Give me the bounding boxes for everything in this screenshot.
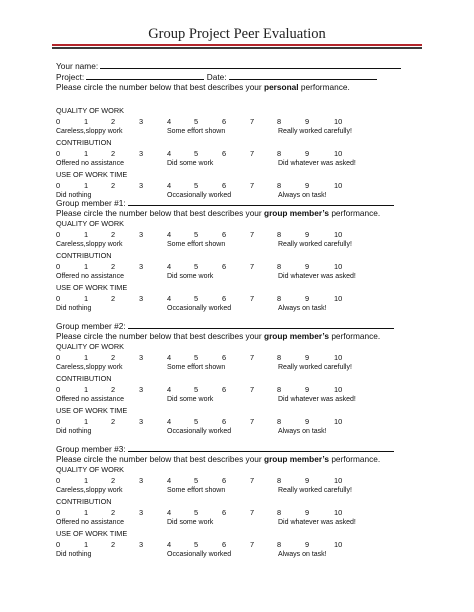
rating-option-8[interactable]: 8	[277, 508, 282, 517]
rating-option-9[interactable]: 9	[305, 294, 310, 303]
rating-option-1[interactable]: 1	[84, 181, 89, 190]
anchor-low: Did nothing	[56, 305, 92, 312]
anchor-mid: Did some work	[167, 273, 214, 280]
criterion-label: CONTRIBUTION	[56, 138, 112, 147]
rating-option-10[interactable]: 10	[334, 262, 343, 271]
rating-option-2[interactable]: 2	[111, 508, 116, 517]
rating-option-10[interactable]: 10	[334, 540, 343, 549]
group-member-label: Group member #3:	[56, 444, 126, 454]
rating-option-3[interactable]: 3	[139, 353, 144, 362]
member-instruction-post: performance.	[329, 454, 381, 464]
rating-option-3[interactable]: 3	[139, 230, 144, 239]
rating-option-6[interactable]: 6	[222, 262, 227, 271]
anchor-low: Careless,sloppy work	[56, 128, 123, 135]
anchor-mid: Occasionally worked	[167, 305, 232, 312]
rating-option-5[interactable]: 5	[194, 294, 199, 303]
rating-option-0[interactable]: 0	[56, 117, 61, 126]
rating-option-10[interactable]: 10	[334, 385, 343, 394]
your-name-row	[56, 60, 401, 71]
rating-scale	[0, 417, 474, 427]
criterion-label: USE OF WORK TIME	[56, 529, 128, 538]
your-name-field[interactable]	[100, 60, 401, 69]
rating-option-7[interactable]: 7	[250, 540, 255, 549]
rating-option-6[interactable]: 6	[222, 540, 227, 549]
rating-option-6[interactable]: 6	[222, 508, 227, 517]
date-field[interactable]	[229, 71, 377, 80]
rating-option-6[interactable]: 6	[222, 117, 227, 126]
page-title: Group Project Peer Evaluation	[148, 26, 326, 42]
rating-option-1[interactable]: 1	[84, 476, 89, 485]
rating-option-0[interactable]: 0	[56, 540, 61, 549]
criterion-label: USE OF WORK TIME	[56, 170, 128, 179]
rating-option-0[interactable]: 0	[56, 262, 61, 271]
anchor-high: Did whatever was asked!	[278, 519, 356, 526]
rating-option-7[interactable]: 7	[250, 294, 255, 303]
rating-option-10[interactable]: 10	[334, 417, 343, 426]
rating-option-2[interactable]: 2	[111, 417, 116, 426]
anchor-mid: Occasionally worked	[167, 551, 232, 558]
rating-option-7[interactable]: 7	[250, 476, 255, 485]
rating-option-7[interactable]: 7	[250, 385, 255, 394]
criterion-label: USE OF WORK TIME	[56, 283, 128, 292]
rating-option-5[interactable]: 5	[194, 353, 199, 362]
anchor-low: Offered no assistance	[56, 396, 124, 403]
member-instruction-pre: Please circle the number below that best describes your	[56, 208, 264, 218]
rating-option-5[interactable]: 5	[194, 181, 199, 190]
rating-option-2[interactable]: 2	[111, 540, 116, 549]
rating-option-3[interactable]: 3	[139, 476, 144, 485]
anchor-high: Did whatever was asked!	[278, 160, 356, 167]
rating-scale	[0, 294, 474, 304]
anchor-mid: Some effort shown	[167, 128, 226, 135]
group-member-name-field[interactable]	[128, 320, 394, 329]
anchor-low: Careless,sloppy work	[56, 487, 123, 494]
member-instruction-pre: Please circle the number below that best describes your	[56, 331, 264, 341]
anchor-high: Really worked carefully!	[278, 128, 352, 135]
anchor-low: Did nothing	[56, 551, 92, 558]
rating-scale	[0, 385, 474, 395]
rating-scale	[0, 262, 474, 272]
self-instruction: Please circle the number below that best describes your personal performance.	[56, 82, 350, 92]
scale-anchors	[0, 127, 474, 137]
rating-option-8[interactable]: 8	[277, 262, 282, 271]
rating-scale	[0, 540, 474, 550]
rating-option-8[interactable]: 8	[277, 417, 282, 426]
rating-option-1[interactable]: 1	[84, 230, 89, 239]
scale-anchors	[0, 304, 474, 314]
group-member-row	[56, 320, 394, 331]
rating-option-1[interactable]: 1	[84, 294, 89, 303]
rating-option-10[interactable]: 10	[334, 149, 343, 158]
project-label: Project:	[56, 72, 85, 82]
group-member-row	[56, 197, 394, 208]
member-instruction-post: performance.	[329, 331, 381, 341]
rating-option-0[interactable]: 0	[56, 149, 61, 158]
title-rule-red	[52, 44, 422, 46]
rating-option-7[interactable]: 7	[250, 181, 255, 190]
rating-option-5[interactable]: 5	[194, 417, 199, 426]
anchor-mid: Some effort shown	[167, 487, 226, 494]
rating-option-9[interactable]: 9	[305, 353, 310, 362]
rating-option-7[interactable]: 7	[250, 417, 255, 426]
rating-option-0[interactable]: 0	[56, 417, 61, 426]
rating-option-8[interactable]: 8	[277, 181, 282, 190]
title-rule-dark	[52, 47, 422, 49]
rating-option-1[interactable]: 1	[84, 540, 89, 549]
rating-option-2[interactable]: 2	[111, 262, 116, 271]
rating-option-5[interactable]: 5	[194, 385, 199, 394]
rating-option-2[interactable]: 2	[111, 294, 116, 303]
rating-option-9[interactable]: 9	[305, 417, 310, 426]
rating-option-6[interactable]: 6	[222, 294, 227, 303]
rating-option-4[interactable]: 4	[167, 149, 172, 158]
member-instruction	[56, 331, 380, 341]
rating-option-10[interactable]: 10	[334, 117, 343, 126]
rating-option-1[interactable]: 1	[84, 385, 89, 394]
rating-option-4[interactable]: 4	[167, 353, 172, 362]
rating-option-7[interactable]: 7	[250, 230, 255, 239]
group-member-label: Group member #2:	[56, 321, 126, 331]
anchor-mid: Occasionally worked	[167, 428, 232, 435]
rating-option-8[interactable]: 8	[277, 353, 282, 362]
rating-option-2[interactable]: 2	[111, 353, 116, 362]
rating-option-9[interactable]: 9	[305, 262, 310, 271]
scale-anchors	[0, 518, 474, 528]
anchor-low: Careless,sloppy work	[56, 364, 123, 371]
rating-option-8[interactable]: 8	[277, 117, 282, 126]
rating-option-3[interactable]: 3	[139, 149, 144, 158]
rating-scale	[0, 149, 474, 159]
scale-anchors	[0, 550, 474, 560]
rating-option-0[interactable]: 0	[56, 353, 61, 362]
anchor-high: Did whatever was asked!	[278, 396, 356, 403]
rating-option-4[interactable]: 4	[167, 476, 172, 485]
scale-anchors	[0, 159, 474, 169]
anchor-low: Offered no assistance	[56, 519, 124, 526]
rating-option-3[interactable]: 3	[139, 117, 144, 126]
rating-option-3[interactable]: 3	[139, 262, 144, 271]
rating-option-9[interactable]: 9	[305, 508, 310, 517]
rating-option-2[interactable]: 2	[111, 117, 116, 126]
rating-option-2[interactable]: 2	[111, 476, 116, 485]
criterion-label: QUALITY OF WORK	[56, 219, 124, 228]
scale-anchors	[0, 486, 474, 496]
rating-option-9[interactable]: 9	[305, 149, 310, 158]
anchor-mid: Did some work	[167, 396, 214, 403]
rating-option-5[interactable]: 5	[194, 540, 199, 549]
rating-option-9[interactable]: 9	[305, 540, 310, 549]
criterion-label: CONTRIBUTION	[56, 374, 112, 383]
anchor-low: Offered no assistance	[56, 160, 124, 167]
rating-option-6[interactable]: 6	[222, 385, 227, 394]
scale-anchors	[0, 395, 474, 405]
scale-anchors	[0, 240, 474, 250]
rating-option-8[interactable]: 8	[277, 230, 282, 239]
rating-option-0[interactable]: 0	[56, 508, 61, 517]
rating-option-8[interactable]: 8	[277, 149, 282, 158]
anchor-high: Did whatever was asked!	[278, 273, 356, 280]
rating-option-0[interactable]: 0	[56, 476, 61, 485]
criterion-label: USE OF WORK TIME	[56, 406, 128, 415]
rating-option-9[interactable]: 9	[305, 476, 310, 485]
rating-scale	[0, 508, 474, 518]
group-member-row	[56, 443, 394, 454]
anchor-mid: Did some work	[167, 519, 214, 526]
rating-option-4[interactable]: 4	[167, 230, 172, 239]
rating-option-3[interactable]: 3	[139, 417, 144, 426]
rating-option-9[interactable]: 9	[305, 181, 310, 190]
rating-option-0[interactable]: 0	[56, 181, 61, 190]
rating-option-2[interactable]: 2	[111, 230, 116, 239]
rating-option-6[interactable]: 6	[222, 353, 227, 362]
rating-option-10[interactable]: 10	[334, 181, 343, 190]
rating-option-9[interactable]: 9	[305, 230, 310, 239]
rating-option-4[interactable]: 4	[167, 181, 172, 190]
rating-option-4[interactable]: 4	[167, 540, 172, 549]
member-instruction	[56, 208, 380, 218]
anchor-high: Always on task!	[278, 305, 327, 312]
rating-option-1[interactable]: 1	[84, 117, 89, 126]
rating-option-5[interactable]: 5	[194, 149, 199, 158]
scale-anchors	[0, 272, 474, 282]
member-instruction-bold: group member’s	[264, 454, 330, 464]
anchor-low: Did nothing	[56, 192, 92, 199]
rating-option-1[interactable]: 1	[84, 417, 89, 426]
rating-option-7[interactable]: 7	[250, 149, 255, 158]
your-name-label: Your name:	[56, 61, 99, 71]
rating-option-4[interactable]: 4	[167, 508, 172, 517]
project-date-row	[56, 71, 377, 82]
rating-option-6[interactable]: 6	[222, 149, 227, 158]
rating-option-7[interactable]: 7	[250, 117, 255, 126]
rating-option-2[interactable]: 2	[111, 181, 116, 190]
group-member-name-field[interactable]	[128, 443, 394, 452]
group-member-label: Group member #1:	[56, 198, 126, 208]
rating-option-8[interactable]: 8	[277, 540, 282, 549]
group-member-name-field[interactable]	[128, 197, 394, 206]
anchor-mid: Did some work	[167, 160, 214, 167]
criterion-label: CONTRIBUTION	[56, 251, 112, 260]
rating-scale	[0, 181, 474, 191]
rating-option-8[interactable]: 8	[277, 294, 282, 303]
rating-option-4[interactable]: 4	[167, 417, 172, 426]
rating-option-2[interactable]: 2	[111, 385, 116, 394]
project-field[interactable]	[86, 71, 204, 80]
rating-scale	[0, 476, 474, 486]
rating-option-3[interactable]: 3	[139, 385, 144, 394]
rating-option-0[interactable]: 0	[56, 294, 61, 303]
anchor-high: Really worked carefully!	[278, 241, 352, 248]
member-instruction-post: performance.	[329, 208, 381, 218]
rating-option-4[interactable]: 4	[167, 117, 172, 126]
scale-anchors	[0, 427, 474, 437]
anchor-low: Offered no assistance	[56, 273, 124, 280]
criterion-label: QUALITY OF WORK	[56, 106, 124, 115]
rating-option-5[interactable]: 5	[194, 117, 199, 126]
rating-option-10[interactable]: 10	[334, 294, 343, 303]
rating-option-1[interactable]: 1	[84, 353, 89, 362]
rating-option-5[interactable]: 5	[194, 508, 199, 517]
criterion-label: QUALITY OF WORK	[56, 465, 124, 474]
rating-option-5[interactable]: 5	[194, 230, 199, 239]
rating-option-3[interactable]: 3	[139, 181, 144, 190]
rating-option-1[interactable]: 1	[84, 149, 89, 158]
rating-scale	[0, 353, 474, 363]
rating-option-3[interactable]: 3	[139, 508, 144, 517]
rating-option-4[interactable]: 4	[167, 294, 172, 303]
rating-option-6[interactable]: 6	[222, 181, 227, 190]
member-instruction-bold: group member’s	[264, 208, 330, 218]
rating-option-10[interactable]: 10	[334, 476, 343, 485]
rating-option-3[interactable]: 3	[139, 294, 144, 303]
member-instruction-pre: Please circle the number below that best describes your	[56, 454, 264, 464]
anchor-high: Always on task!	[278, 551, 327, 558]
rating-option-10[interactable]: 10	[334, 230, 343, 239]
date-label: Date:	[206, 72, 227, 82]
anchor-low: Careless,sloppy work	[56, 241, 123, 248]
rating-scale	[0, 117, 474, 127]
rating-option-10[interactable]: 10	[334, 508, 343, 517]
anchor-mid: Occasionally worked	[167, 192, 232, 199]
rating-option-1[interactable]: 1	[84, 508, 89, 517]
rating-option-7[interactable]: 7	[250, 262, 255, 271]
anchor-low: Did nothing	[56, 428, 92, 435]
anchor-mid: Some effort shown	[167, 241, 226, 248]
rating-option-9[interactable]: 9	[305, 385, 310, 394]
rating-option-6[interactable]: 6	[222, 476, 227, 485]
member-instruction	[56, 454, 380, 464]
rating-option-2[interactable]: 2	[111, 149, 116, 158]
rating-option-4[interactable]: 4	[167, 262, 172, 271]
criterion-label: CONTRIBUTION	[56, 497, 112, 506]
rating-option-7[interactable]: 7	[250, 508, 255, 517]
rating-option-7[interactable]: 7	[250, 353, 255, 362]
rating-option-4[interactable]: 4	[167, 385, 172, 394]
rating-option-0[interactable]: 0	[56, 385, 61, 394]
rating-scale	[0, 230, 474, 240]
rating-option-1[interactable]: 1	[84, 262, 89, 271]
rating-option-9[interactable]: 9	[305, 117, 310, 126]
anchor-mid: Some effort shown	[167, 364, 226, 371]
rating-option-5[interactable]: 5	[194, 476, 199, 485]
anchor-high: Really worked carefully!	[278, 364, 352, 371]
anchor-high: Always on task!	[278, 428, 327, 435]
anchor-high: Really worked carefully!	[278, 487, 352, 494]
rating-option-8[interactable]: 8	[277, 476, 282, 485]
rating-option-6[interactable]: 6	[222, 230, 227, 239]
rating-option-5[interactable]: 5	[194, 262, 199, 271]
scale-anchors	[0, 363, 474, 373]
rating-option-10[interactable]: 10	[334, 353, 343, 362]
rating-option-8[interactable]: 8	[277, 385, 282, 394]
anchor-high: Always on task!	[278, 192, 327, 199]
rating-option-3[interactable]: 3	[139, 540, 144, 549]
rating-option-0[interactable]: 0	[56, 230, 61, 239]
rating-option-6[interactable]: 6	[222, 417, 227, 426]
member-instruction-bold: group member’s	[264, 331, 330, 341]
criterion-label: QUALITY OF WORK	[56, 342, 124, 351]
